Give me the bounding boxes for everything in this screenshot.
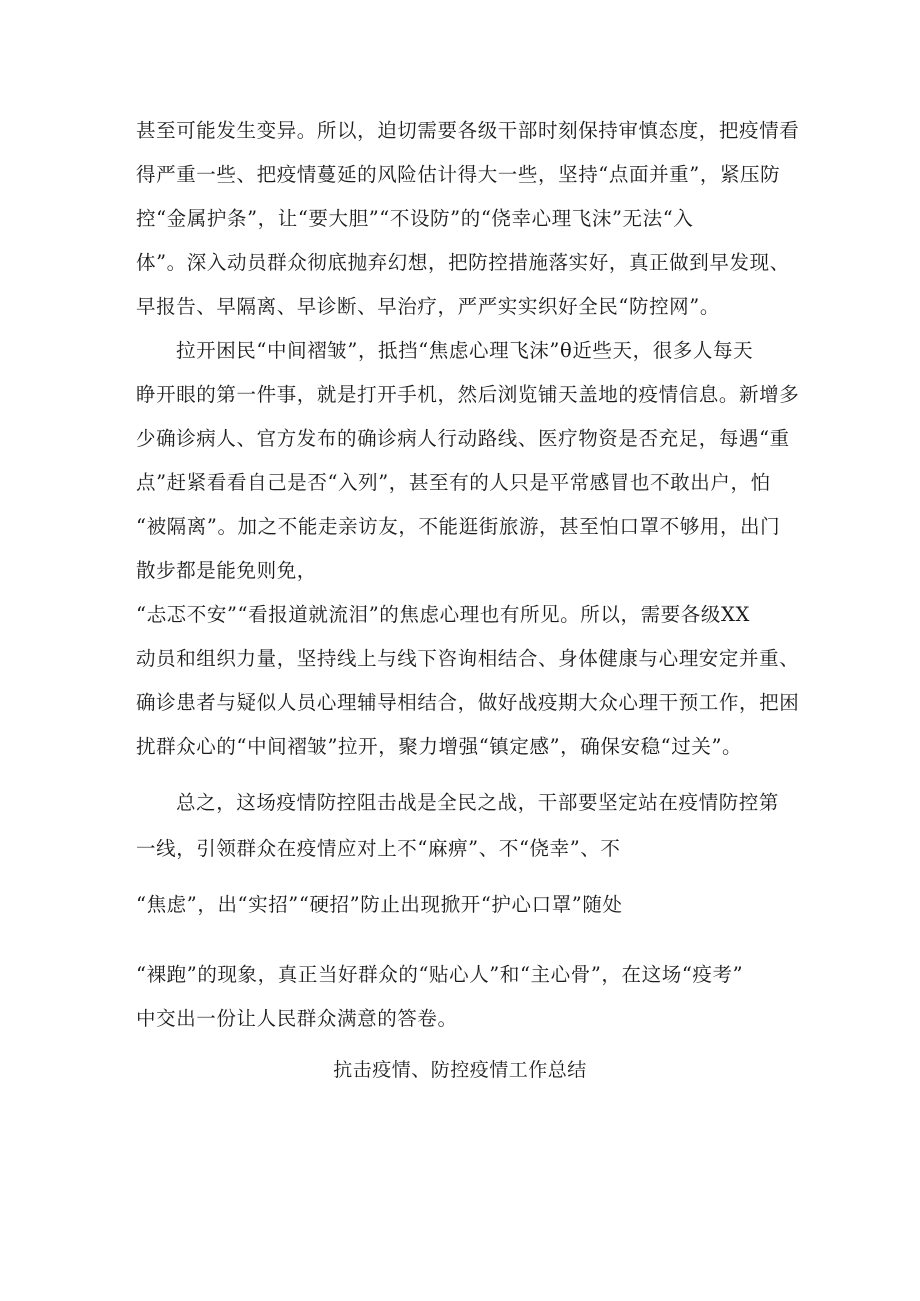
text-line: 控“金属护条”，让“要大胆”“不设防”的“侥幸心理飞沫”无法“入	[136, 207, 694, 230]
text-line: 一线，引领群众在疫情应对上不“麻痹”、不“侥幸”、不	[136, 837, 621, 860]
text-line: “焦虑”，出“实招”“硬招”防止出现掀开“护心口罩”随处	[136, 893, 623, 916]
text-line: 得严重一些、把疫情蔓延的风险估计得大一些，坚持“点面并重”，紧压防	[136, 163, 781, 186]
text-line: 睁开眼的第一件事，就是打开手机，然后浏览铺天盖地的疫情信息。新增多	[136, 383, 800, 406]
text-line: 甚至可能发生变异。所以，迫切需要各级干部时刻保持审慎态度，把疫情看	[136, 119, 800, 142]
text-line: 点”赶紧看看自己是否“入列”，甚至有的人只是平常感冒也不敢出户，怕	[136, 471, 771, 494]
text-line: 动员和组织力量，坚持线上与线下咨询相结合、身体健康与心理安定并重、	[136, 647, 800, 670]
document-title: 抗击疫情、防控疫情工作总结	[333, 1059, 587, 1081]
text-line: 扰群众心的“中间褶皱”拉开，聚力增强“镇定感”，确保安稳“过关”。	[136, 735, 743, 758]
text-line: 总之，这场疫情防控阻击战是全民之战，干部要坚定站在疫情防控第	[176, 791, 780, 814]
text-line: 中交出一份让人民群众满意的答卷。	[136, 1007, 458, 1030]
text-line: “忐忑不安”“看报道就流泪”的焦虑心理也有所见。所以，需要各级XX	[136, 603, 750, 626]
text-line: 早报告、早隔离、早诊断、早治疗，严严实实织好全民“防控网”。	[136, 295, 720, 318]
text-line: 确诊患者与疑似人员心理辅导相结合，做好战疫期大众心理干预工作，把困	[136, 691, 800, 714]
text-line: “裸跑”的现象，真正当好群众的“贴心人”和“主心骨”，在这场“疫考”	[136, 963, 744, 986]
text-line: “被隔离”。加之不能走亲访友，不能逛街旅游，甚至怕口罩不够用，出门	[136, 515, 781, 538]
text-line: 拉开困民“中间褶皱”，抵挡“焦虑心理飞沫”θ近些天，很多人每天	[176, 339, 754, 362]
text-line: 体”。深入动员群众彻底抛弃幻想，把防控措施落实好，真正做到早发现、	[136, 251, 790, 274]
text-line: 少确诊病人、官方发布的确诊病人行动路线、医疗物资是否充足，每遇“重	[136, 427, 790, 450]
text-line: 散步都是能免则免，	[136, 559, 317, 582]
